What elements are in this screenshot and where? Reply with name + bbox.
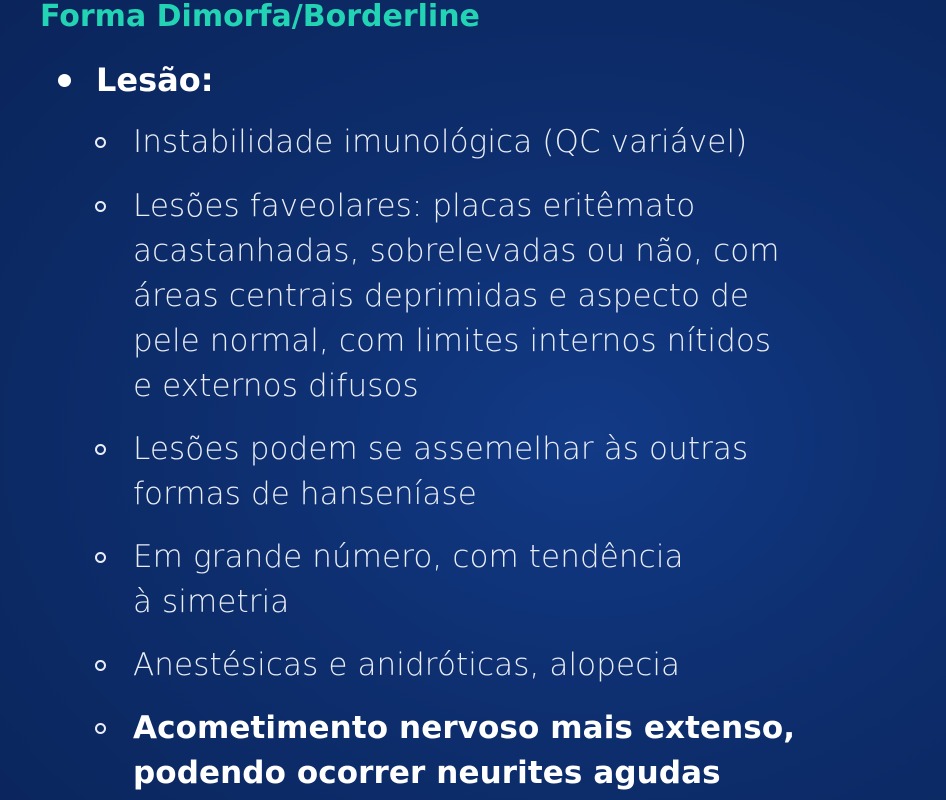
bullet-ring-icon	[95, 660, 106, 671]
sub-bullet-text: Acometimento nervoso mais extenso, podendo ocorrer neurites agudas	[133, 710, 796, 791]
bullet-disc-icon	[58, 74, 71, 87]
bullet-ring-icon	[95, 444, 106, 455]
bullet-ring-icon	[95, 552, 106, 563]
sub-bullet-text: Lesões faveolares: placas eritêmato acastanhadas, sobrelevadas ou não, com áreas centrais deprimidas e aspecto de pele normal, com limites internos nítidos e externos difusos	[133, 188, 780, 404]
sub-bullet-item	[95, 706, 925, 796]
sub-bullet-text: Lesões podem se assemelhar às outras formas de hanseníase	[133, 431, 749, 512]
slide-title: Forma Dimorfa/Borderline	[40, 0, 480, 34]
bullet-ring-icon	[95, 723, 106, 734]
bullet-label: Lesão:	[96, 61, 214, 99]
bullet-lesao	[58, 56, 214, 104]
sub-bullet-item	[95, 427, 925, 517]
sub-bullet-item	[95, 643, 925, 688]
sub-bullet-text: Em grande número, com tendência à simetria	[133, 539, 684, 620]
sub-bullet-item	[95, 184, 925, 409]
sub-bullet-text: Instabilidade imunológica (QC variável)	[133, 124, 748, 160]
sub-bullet-item	[95, 535, 925, 625]
sub-bullet-text: Anestésicas e anidróticas, alopecia	[133, 647, 681, 683]
bullet-ring-icon	[95, 201, 106, 212]
bullet-ring-icon	[95, 137, 106, 148]
sub-bullet-item	[95, 120, 925, 165]
